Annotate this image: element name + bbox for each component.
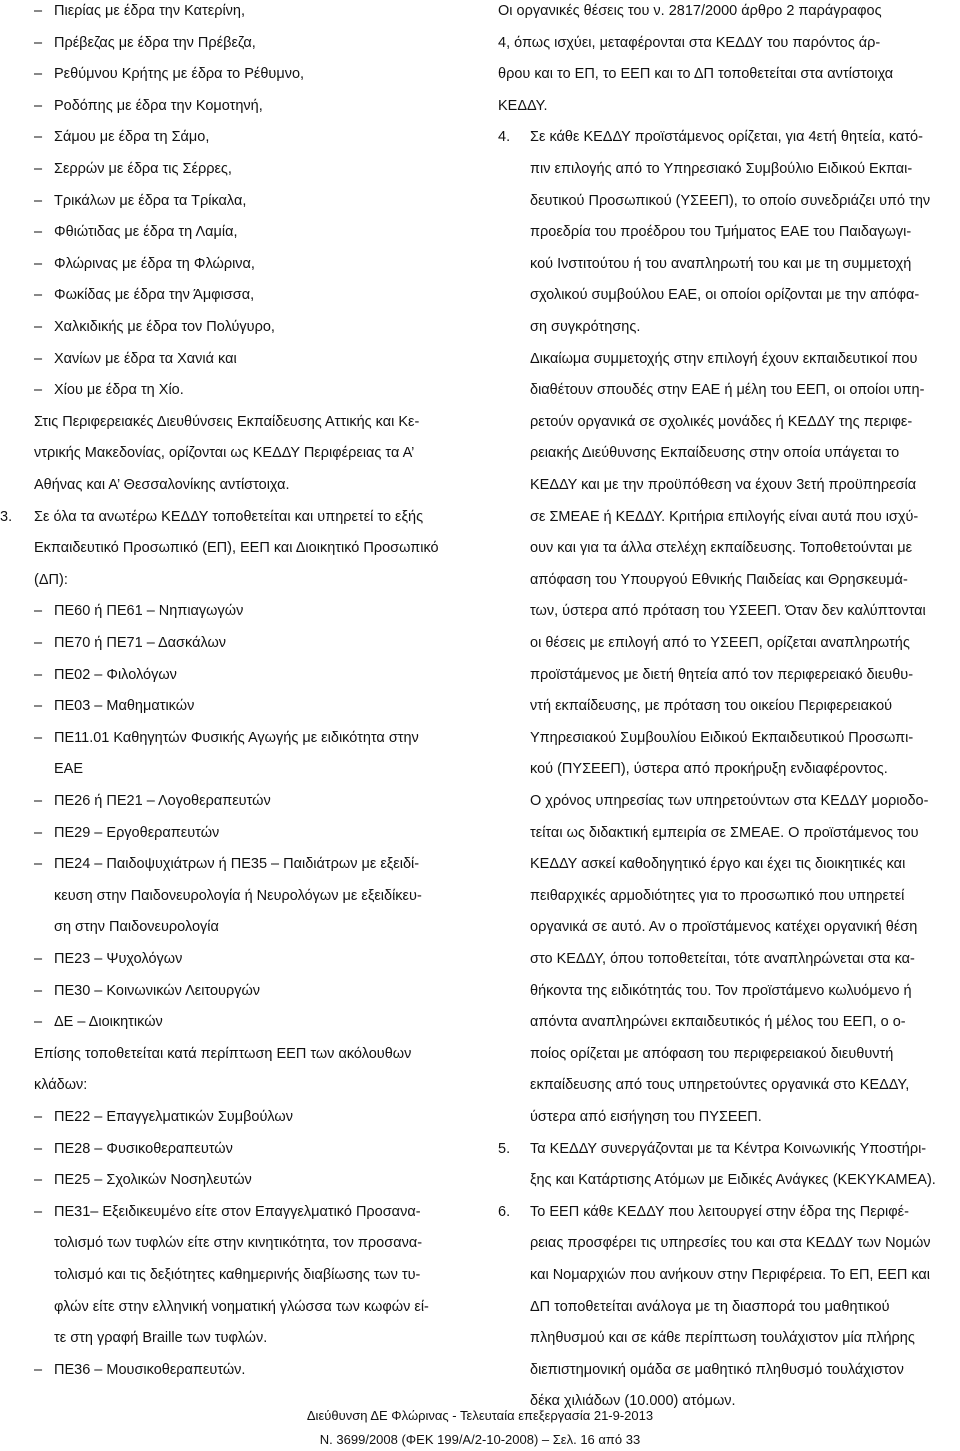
footer-law-page: Ν. 3699/2008 (ΦΕΚ 199/Α/2-10-2008) – Σελ. 16 από 33 [319, 1432, 641, 1447]
item4-line-text: κού (ΠΥΣΕΕΠ), ύστερα από προκήρυξη ενδιαφέροντος. [530, 761, 888, 778]
list-dash-icon: – [34, 319, 43, 335]
list-dash-icon: – [34, 3, 43, 19]
item4-line-text: ση συγκρότησης. [530, 319, 641, 335]
item4-line-text: Σε κάθε ΚΕΔΔΥ προϊστάμενος ορίζεται, για 4ετή θητεία, κατό- [530, 129, 923, 146]
list-dash-icon: – [34, 1014, 43, 1031]
list-dash-icon: – [34, 97, 43, 114]
list-dash-icon: – [34, 729, 43, 746]
item-number-5: 5. [498, 1140, 511, 1157]
item4-line-text: Ο χρόνος υπηρεσίας των υπηρετούντων στα ΚΕΔΔΥ μοριοδο- [530, 793, 929, 809]
item4-line-text: απόντα αναπληρώνει εκπαιδευτικός ή μέλος του ΕΕΠ, ο ο- [530, 1014, 906, 1031]
continuation-line-text: 4, όπως ισχύει, μεταφέρονται στα ΚΕΔΔΥ του παρόντος άρ- [498, 34, 881, 51]
item4-line-text: σχολικού συμβούλου ΕΑΕ, οι οποίοι ορίζονται με την απόφα- [530, 287, 920, 304]
staff-item-text: ΠΕ60 ή ΠΕ61 – Νηπιαγωγών [54, 603, 244, 620]
prefecture-item-text: Χίου με έδρα τη Χίο. [54, 382, 184, 399]
prefecture-item-text: Ροδόπης με έδρα την Κομοτηνή, [54, 97, 263, 114]
item5-line-text: ξης και Κατάρτισης Ατόμων με Ειδικές Ανάγκες (ΚΕΚΥΚΑΜΕΑ). [530, 1172, 936, 1189]
item4-line-text: σε ΣΜΕΑΕ ή ΚΕΔΔΥ. Κριτήρια επιλογής είναι αυτά που ισχύ- [530, 508, 919, 525]
list-dash-icon: – [34, 824, 43, 841]
item4-line-text: ΚΕΔΔΥ και με την προϋπόθεση να έχουν 3ετή προϋπηρεσία [530, 477, 917, 493]
eep-item-text: ΠΕ28 – Φυσικοθεραπευτών [54, 1140, 233, 1157]
item4-line-text: προϊστάμενος με διετή θητεία από τον περιφερειακό διευθυ- [530, 666, 914, 683]
list-dash-icon: – [34, 982, 43, 999]
item4-line-text: στο ΚΕΔΔΥ, όπου τοποθετείται, τότε αναπληρώνεται στα κα- [530, 951, 915, 967]
staff-item-text: ΠΕ29 – Εργοθεραπευτών [54, 824, 220, 841]
item6-line-text: Το ΕΕΠ κάθε ΚΕΔΔΥ που λειτουργεί στην έδρα της Περιφέ- [530, 1203, 909, 1220]
item6-line-text: ΔΠ τοποθετείται ανάλογα με τη διασπορά του μαθητικού [530, 1298, 890, 1315]
prefecture-item-text: Φωκίδας με έδρα την Άμφισσα, [54, 287, 255, 304]
prefecture-item-text: Φλώρινας με έδρα τη Φλώρινα, [54, 255, 255, 272]
item4-line-text: Δικαίωμα συμμετοχής στην επιλογή έχουν εκπαιδευτικοί που [530, 350, 918, 367]
prefecture-item-text: Πιερίας με έδρα την Κατερίνη, [54, 3, 246, 19]
item6-line-text: πληθυσμού και σε κάθε περίπτωση τουλάχιστον μία πλήρης [530, 1330, 915, 1347]
list-dash-icon: – [34, 224, 43, 241]
eep-item-cont-text: φλών είτε στην ελληνική νοηματική γλώσσα των κωφών εί- [54, 1298, 429, 1315]
item4-line-text: απόφαση του Υπουργού Εθνικής Παιδείας και Θρησκευμά- [530, 571, 908, 588]
list-dash-icon: – [34, 350, 43, 367]
item4-line-text: κού Ινστιτούτου ή του αναπληρωτή του και με τη συμμετοχή [530, 255, 912, 272]
staff-item-text: ΠΕ23 – Ψυχολόγων [54, 951, 183, 967]
list-dash-icon: – [34, 793, 43, 809]
prefecture-item-text: Πρέβεζας με έδρα την Πρέβεζα, [54, 34, 256, 51]
item-number-6: 6. [498, 1203, 511, 1220]
prefecture-item-text: Τρικάλων με έδρα τα Τρίκαλα, [54, 192, 247, 209]
item4-line-text: ποίος ορίζεται με απόφαση του περιφερειακού διευθυντή [530, 1045, 894, 1062]
staff-item-text: ΠΕ11.01 Καθηγητών Φυσικής Αγωγής με ειδικότητα στην [54, 729, 419, 746]
item4-line-text: πιν επιλογής από το Υπηρεσιακό Συμβούλιο Ειδικού Εκπαι- [530, 161, 913, 177]
item4-line-text: τείται ως διδακτική εμπειρία σε ΣΜΕΑΕ. Ο προϊστάμενος του [530, 824, 919, 841]
eep-item-text: ΠΕ22 – Επαγγελματικών Συμβούλων [54, 1109, 294, 1125]
item4-line-text: ουν και για τα άλλα στελέχη εκπαίδευσης. Τοποθετούνται με [530, 540, 913, 557]
also-paragraph-line-text: κλάδων: [34, 1077, 88, 1094]
list-dash-icon: – [34, 287, 43, 304]
item6-line-text: και Νομαρχιών που ανήκουν στην Περιφέρεια. Το ΕΠ, ΕΕΠ και [530, 1267, 931, 1283]
item6-line-text: ρειας προσφέρει τις υπηρεσίες του και στα ΚΕΔΔΥ των Νομών [530, 1235, 931, 1252]
list-dash-icon: – [34, 856, 43, 873]
list-dash-icon: – [34, 951, 43, 967]
item3-line-text: (ΔΠ): [34, 571, 68, 588]
eep-item-cont-text: τολισμό των τυφλών είτε στην κινητικότητα, τον προσανα- [54, 1235, 423, 1252]
item3-line-text: Εκπαιδευτικό Προσωπικό (ΕΠ), ΕΕΠ και Διοικητικό Προσωπικό [34, 540, 439, 557]
item-number-4: 4. [498, 129, 511, 146]
continuation-line-text: ΚΕΔΔΥ. [498, 97, 548, 114]
item4-line-text: διαθέτουν σπουδές στην ΕΑΕ ή μέλη του ΕΕΠ, οι οποίοι υπη- [530, 382, 925, 399]
list-dash-icon: – [34, 255, 43, 272]
item3-line-text: Σε όλα τα ανωτέρω ΚΕΔΔΥ τοποθετείται και υπηρετεί το εξής [34, 508, 424, 525]
regional-paragraph-line-text: Αθήνας και Α’ Θεσσαλονίκης αντίστοιχα. [34, 477, 290, 493]
staff-item-text: ΠΕ03 – Μαθηματικών [54, 698, 195, 715]
list-dash-icon: – [34, 34, 43, 51]
item4-line-text: ντή εκπαίδευσης, με πρόταση του οικείου Περιφερειακού [530, 698, 893, 715]
item4-line-text: ΚΕΔΔΥ ασκεί καθοδηγητικό έργο και έχει τις διοικητικές και [530, 856, 906, 873]
list-dash-icon: – [34, 192, 43, 209]
eep-item-text: ΠΕ25 – Σχολικών Νοσηλευτών [54, 1172, 252, 1189]
item4-line-text: πειθαρχικές αρμοδιότητες για το προσωπικό που υπηρετεί [530, 887, 905, 904]
prefecture-item-text: Σάμου με έδρα τη Σάμο, [54, 129, 210, 146]
list-dash-icon: – [34, 1361, 43, 1378]
eep-item-text: ΠΕ36 – Μουσικοθεραπευτών. [54, 1361, 246, 1378]
staff-item-text: ΠΕ30 – Κοινωνικών Λειτουργών [54, 982, 261, 999]
staff-item-text: ΔΕ – Διοικητικών [54, 1014, 163, 1031]
item4-line-text: ρετούν οργανικά σε σχολικές μονάδες ή ΚΕΔΔΥ της περιφε- [530, 413, 913, 430]
item5-line-text: Τα ΚΕΔΔΥ συνεργάζονται με τα Κέντρα Κοινωνικής Υποστήρι- [530, 1140, 927, 1157]
regional-paragraph-line-text: Στις Περιφερειακές Διευθύνσεις Εκπαίδευσης Αττικής και Κε- [34, 413, 420, 430]
staff-item-text: ΠΕ70 ή ΠΕ71 – Δασκάλων [54, 635, 227, 651]
item4-line-text: των, ύστερα από πρόταση του ΥΣΕΕΠ. Όταν δεν καλύπτονται [530, 603, 926, 620]
continuation-line-text: θρου και το ΕΠ, το ΕΕΠ και το ΔΠ τοποθετείται στα αντίστοιχα [498, 66, 894, 83]
item-number-3: 3. [0, 508, 13, 525]
prefecture-item-text: Χανίων με έδρα τα Χανιά και [54, 350, 237, 367]
prefecture-item-text: Ρεθύμνου Κρήτης με έδρα το Ρέθυμνο, [54, 66, 305, 83]
list-dash-icon: – [34, 1172, 43, 1189]
list-dash-icon: – [34, 1140, 43, 1157]
item6-line-text: διεπιστημονική ομάδα σε μαθητικό πληθυσμό τουλάχιστον [530, 1361, 904, 1378]
item4-line-text: εκπαίδευσης από τους υπηρετούντες οργανικά στο ΚΕΔΔΥ, [530, 1077, 910, 1094]
footer-source: Διεύθυνση ΔΕ Φλώρινας - Τελευταία επεξεργασία 21-9-2013 [306, 1408, 654, 1423]
item4-line-text: δευτικού Προσωπικού (ΥΣΕΕΠ), το οποίο συνεδριάζει υπό την [530, 192, 931, 209]
staff-item-text: ΠΕ02 – Φιλολόγων [54, 666, 177, 683]
list-dash-icon: – [34, 603, 43, 620]
staff-item-cont-text: ση στην Παιδονευρολογία [54, 919, 219, 936]
item4-line-text: οι θέσεις με επιλογή από το ΥΣΕΕΠ, ορίζεται αναπληρωτής [530, 635, 910, 651]
list-dash-icon: – [34, 66, 43, 83]
item4-line-text: οργανικά σε αυτό. Αν ο προϊστάμενος κατέχει οργανική θέση [530, 919, 918, 936]
list-dash-icon: – [34, 666, 43, 683]
eep-item-cont-text: τε στη γραφή Braille των τυφλών. [54, 1330, 268, 1347]
item4-line-text: Υπηρεσιακού Συμβουλίου Ειδικού Εκπαιδευτικού Προσωπι- [530, 729, 914, 746]
item4-line-text: θήκοντα της ειδικότητάς του. Τον προϊστάμενο κωλυόμενο ή [530, 982, 912, 999]
list-dash-icon: – [34, 1203, 43, 1220]
list-dash-icon: – [34, 1109, 43, 1125]
list-dash-icon: – [34, 635, 43, 651]
prefecture-item-text: Φθιώτιδας με έδρα τη Λαμία, [54, 224, 238, 241]
eep-item-text: ΠΕ31– Εξειδικευμένο είτε στον Επαγγελματικό Προσανα- [54, 1203, 421, 1220]
list-dash-icon: – [34, 129, 43, 146]
regional-paragraph-line-text: ντρικής Μακεδονίας, ορίζονται ως ΚΕΔΔΥ Περιφέρειας τα Α’ [34, 445, 415, 462]
item6-line-text: δέκα χιλιάδων (10.000) ατόμων. [530, 1393, 736, 1410]
list-dash-icon: – [34, 161, 43, 177]
item4-line-text: προεδρία του προέδρου του Τμήματος ΕΑΕ του Παιδαγωγι- [530, 224, 912, 241]
list-dash-icon: – [34, 382, 43, 399]
eep-item-cont-text: τολισμό και τις δεξιότητες καθημερινής διαβίωσης των τυ- [54, 1267, 421, 1283]
item4-line-text: ύστερα από εισήγηση του ΠΥΣΕΕΠ. [530, 1109, 762, 1125]
continuation-line-text: Οι οργανικές θέσεις του ν. 2817/2000 άρθρο 2 παράγραφος [498, 3, 882, 19]
prefecture-item-text: Σερρών με έδρα τις Σέρρες, [54, 161, 232, 177]
staff-item-text: ΠΕ24 – Παιδοψυχιάτρων ή ΠΕ35 – Παιδιάτρων με εξειδί- [54, 856, 420, 873]
item4-line-text: ρειακής Διεύθυνσης Εκπαίδευσης στην οποία υπάγεται το [530, 445, 900, 462]
staff-item-cont-text: ΕΑΕ [54, 761, 84, 778]
staff-item-cont-text: κευση στην Παιδονευρολογία ή Νευρολόγων με εξειδίκευ- [54, 887, 422, 904]
staff-item-text: ΠΕ26 ή ΠΕ21 – Λογοθεραπευτών [54, 793, 271, 809]
also-paragraph-line-text: Επίσης τοποθετείται κατά περίπτωση ΕΕΠ των ακόλουθων [34, 1045, 412, 1062]
list-dash-icon: – [34, 698, 43, 715]
prefecture-item-text: Χαλκιδικής με έδρα τον Πολύγυρο, [54, 319, 275, 335]
